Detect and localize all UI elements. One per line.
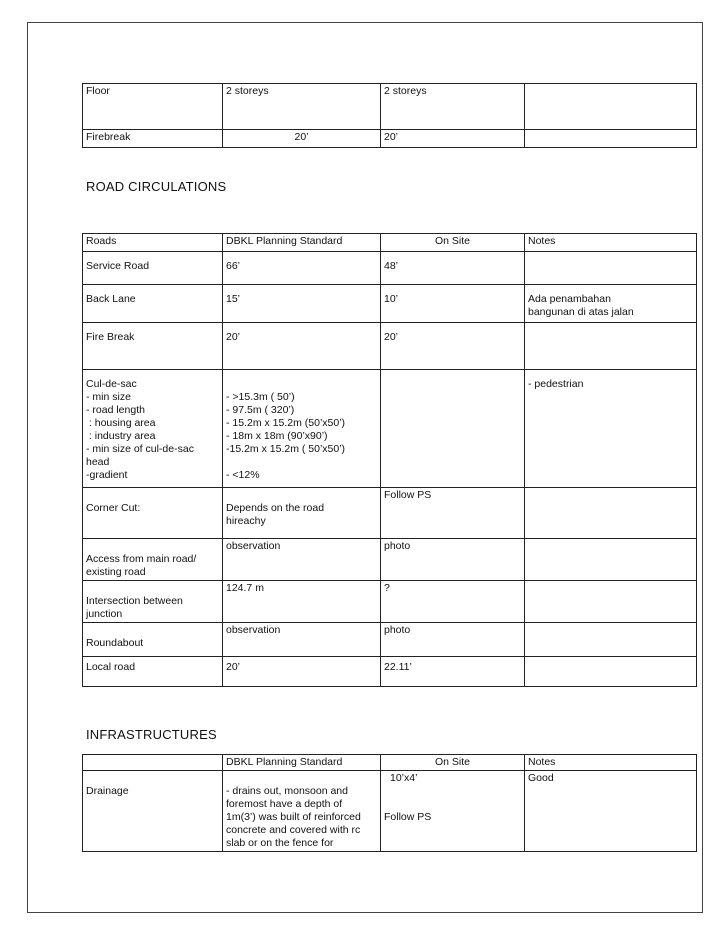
drainage-site-line: 10’x4’ [390, 772, 418, 784]
cul-std-line: - >15.3m ( 50’) [226, 391, 295, 403]
cell: Back Lane [83, 285, 223, 323]
cul-line: - road length [86, 404, 145, 416]
cell [83, 370, 223, 488]
header-cell: Notes [525, 755, 697, 771]
cell [525, 84, 697, 130]
cell: 15’ [223, 285, 381, 323]
table-row [83, 657, 697, 687]
cell [525, 130, 697, 148]
cell [525, 657, 697, 687]
header-cell [83, 755, 223, 771]
cul-std-line: - 18m x 18m (90’x90’) [226, 430, 328, 442]
cell: 20’ [223, 657, 381, 687]
cell: photo [381, 539, 525, 581]
cell: Fire Break [83, 323, 223, 370]
cul-line: - min size [86, 391, 131, 403]
drainage-site-line: Follow PS [384, 811, 432, 823]
cell: 20’ [223, 323, 381, 370]
cell: ? [381, 581, 525, 623]
cell [83, 581, 223, 623]
cell: photo [381, 623, 525, 657]
drainage-line: 1m(3’) was built of reinforced [226, 811, 361, 823]
access-line: Access from main road/ [86, 553, 197, 565]
cell: observation [223, 623, 381, 657]
table-row [83, 370, 697, 488]
cell: Local road [83, 657, 223, 687]
cell: 2 storeys [381, 84, 525, 130]
table-row [83, 285, 697, 323]
intersection-line: Intersection between [86, 595, 183, 607]
drainage-line: concrete and covered with rc [226, 824, 361, 836]
infra-table [82, 754, 697, 852]
road-table [82, 233, 697, 687]
cell [525, 488, 697, 539]
drainage-line: slab or on the fence for [226, 837, 334, 849]
corner-line: Depends on the road [226, 502, 325, 514]
cell: Corner Cut: [83, 488, 223, 539]
cul-std-line: -15.2m x 15.2m ( 50’x50’) [226, 443, 346, 455]
table-row [83, 755, 697, 771]
cell [381, 771, 525, 852]
table-row [83, 581, 697, 623]
cul-line: : industry area [86, 430, 156, 442]
cul-line: - min size of cul-de-sac [86, 443, 194, 455]
infrastructures-heading: INFRASTRUCTURES [86, 727, 217, 742]
table-row [83, 771, 697, 852]
table-row [83, 234, 697, 252]
cell: 10’ [381, 285, 525, 323]
cul-std-line: - <12% [226, 469, 260, 481]
access-line: existing road [86, 566, 146, 578]
cell: Good [525, 771, 697, 852]
cell: 20’ [223, 130, 381, 148]
drainage-line: foremost have a depth of [226, 798, 343, 810]
table-row [83, 323, 697, 370]
cell: 124.7 m [223, 581, 381, 623]
cell: - pedestrian [525, 370, 697, 488]
cell: observation [223, 539, 381, 581]
cell: Drainage [83, 771, 223, 852]
table-row [83, 84, 697, 130]
road-circulations-heading: ROAD CIRCULATIONS [86, 179, 227, 194]
header-cell: DBKL Planning Standard [223, 234, 381, 252]
notes-line: bangunan di atas jalan [528, 306, 634, 318]
cell: Service Road [83, 252, 223, 285]
header-cell: On Site [381, 234, 525, 252]
cell: Firebreak [83, 130, 223, 148]
table-row [83, 130, 697, 148]
header-cell: Roads [83, 234, 223, 252]
cell: 22.11’ [381, 657, 525, 687]
header-cell: DBKL Planning Standard [223, 755, 381, 771]
cell [525, 623, 697, 657]
cell [525, 285, 697, 323]
drainage-line: - drains out, monsoon and [226, 785, 348, 797]
cell [525, 581, 697, 623]
cell: 20’ [381, 130, 525, 148]
header-cell: Notes [525, 234, 697, 252]
table-row [83, 623, 697, 657]
cell: 48’ [381, 252, 525, 285]
cell [525, 323, 697, 370]
cell [381, 370, 525, 488]
notes-line: Ada penambahan [528, 293, 611, 305]
cell [525, 539, 697, 581]
cell [223, 488, 381, 539]
table-row [83, 252, 697, 285]
cul-line: -gradient [86, 469, 128, 481]
cul-line: Cul-de-sac [86, 378, 137, 390]
table-row [83, 488, 697, 539]
cell: 20’ [381, 323, 525, 370]
corner-line: hireachy [226, 515, 266, 527]
cell [525, 252, 697, 285]
cul-line: head [86, 456, 110, 468]
cul-std-line: - 97.5m ( 320’) [226, 404, 295, 416]
cell: Floor [83, 84, 223, 130]
cul-std-line: - 15.2m x 15.2m (50’x50’) [226, 417, 346, 429]
cell [83, 539, 223, 581]
cell: 2 storeys [223, 84, 381, 130]
cell [223, 370, 381, 488]
cell: Roundabout [83, 623, 223, 657]
cell: Follow PS [381, 488, 525, 539]
building-table [82, 83, 697, 148]
cell [223, 771, 381, 852]
cul-line: : housing area [86, 417, 156, 429]
table-row [83, 539, 697, 581]
cell: 66’ [223, 252, 381, 285]
header-cell: On Site [381, 755, 525, 771]
intersection-line: junction [86, 608, 123, 620]
